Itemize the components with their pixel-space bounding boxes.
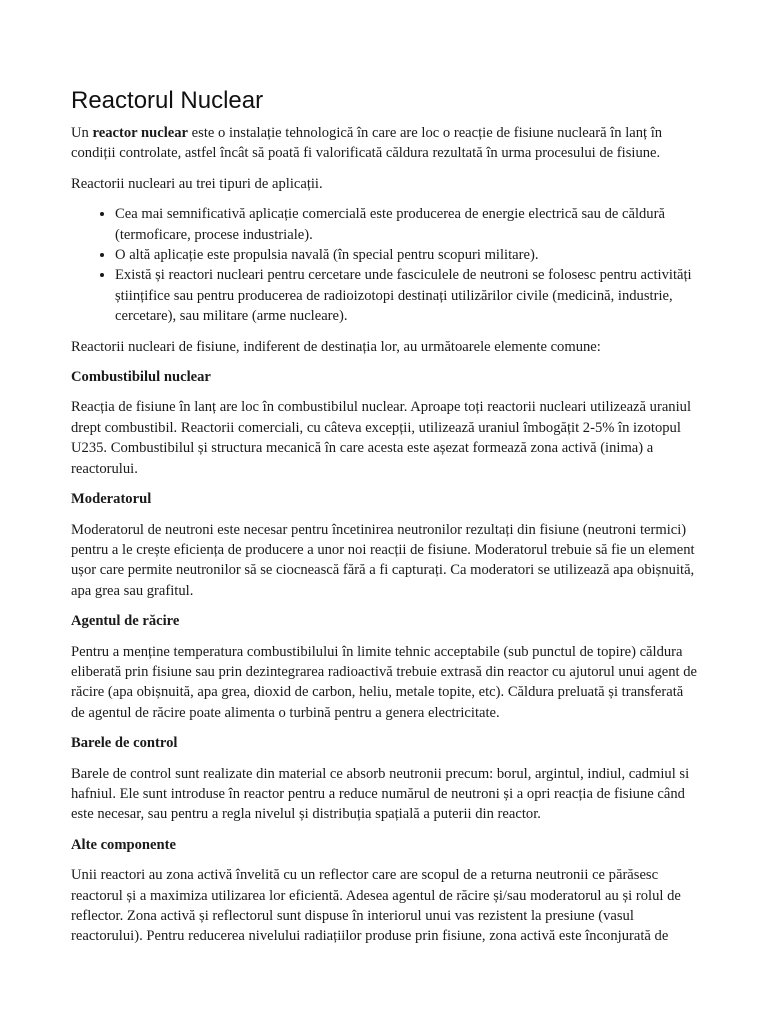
- page-title: Reactorul Nuclear: [71, 87, 264, 114]
- elements-intro: Reactorii nucleari de fisiune, indiferent de destinația lor, au următoarele elemente comune:: [71, 338, 601, 355]
- section-heading-coolant: Agentul de răcire: [71, 613, 180, 630]
- section-heading-moderator: Moderatorul: [71, 491, 152, 508]
- section-heading-fuel: Combustibilul nuclear: [71, 369, 211, 386]
- intro-rest: este o instalație tehnologică în care are loc o reacție de fisiune nucleară în lanț în condiții controlate, astfel încât să poată fi valorificată căldura rezultată în urma procesului de fisiune.: [71, 125, 663, 162]
- list-item: • Cea mai semnificativă aplicație comercială este producerea de energie electrică sau de căldură (termoficare, procese industriale).: [115, 204, 699, 245]
- list-item: • Există și reactori nucleari pentru cercetare unde fasciculele de neutroni se folosesc pentru activități științifice sau pentru producerea de radioizotopi destinați utilizărilor civile (medicină, industrie, cercetare), sau militare (arme nucleare).: [115, 265, 699, 326]
- document-page: [71, 86, 699, 957]
- intro-bold-term: reactor nuclear: [92, 125, 189, 141]
- applications-list: [71, 204, 699, 326]
- list-item: • O altă aplicație este propulsia navală (în special pentru scopuri militare).: [115, 245, 699, 265]
- section-heading-control-rods: Barele de control: [71, 735, 178, 752]
- section-text-moderator: Moderatorul de neutroni este necesar pentru încetinirea neutronilor rezultați din fisiune (neutroni termici) pentru a le crește eficiența de producere a unor noi reacții de fisiune. Moderatorul trebuie să fie un element ușor care permite neutronilor să se ciocnească fără a fi capturați. Ca moderatori se utilizează apa obișnuită, apa grea sau grafitul.: [71, 521, 695, 599]
- applications-intro: Reactorii nucleari au trei tipuri de aplicații.: [71, 175, 323, 192]
- intro-prefix: Un: [71, 125, 93, 141]
- section-text-control-rods: Barele de control sunt realizate din material ce absorb neutronii precum: borul, argintul, indiul, cadmiul si hafniul. Ele sunt introduse în reactor pentru a reduce numărul de neutroni și a opri reacția de fisiune când este necesar, sau pentru a regla nivelul și distribuția spațială a puterii din reactor.: [71, 765, 690, 823]
- section-text-coolant: Pentru a menține temperatura combustibilului în limite tehnic acceptabile (sub punctul de topire) căldura eliberată prin fisiune sau prin dezintegrarea radioactivă trebuie extrasă din reactor cu ajutorul unui agent de răcire (apa obișnuită, apa grea, dioxid de carbon, heliu, metale topite, etc). Căldura preluată și transferată de agentul de răcire poate alimenta o turbină pentru a genera electricitate.: [71, 643, 698, 721]
- intro-paragraph: [71, 123, 699, 164]
- section-heading-other-components: Alte componente: [71, 836, 176, 853]
- section-text-other-components: Unii reactori au zona activă învelită cu un reflector care are scopul de a returna neutronii ce părăsesc reactorul și a maximiza utilizarea lor eficientă. Adesea agentul de răcire și/sau moderatorul au și rolul de reflector. Zona activă și reflectorul sunt dispuse în interiorul unui vas rezistent la presiune (vasul reactorului). Pentru reducerea nivelului radiațiilor produse prin fisiune, zona activă este înconjurată de: [71, 867, 681, 945]
- section-text-fuel: Reacția de fisiune în lanț are loc în combustibilul nuclear. Aproape toți reactorii nucleari utilizează uraniul drept combustibil. Reactorii comerciali, cu câteva excepții, utilizează uraniul îmbogățit 2-5% în izotopul U235. Combustibilul și structura mecanică în care acesta este așezat formează zona activă (inima) a reactorului.: [71, 399, 691, 477]
